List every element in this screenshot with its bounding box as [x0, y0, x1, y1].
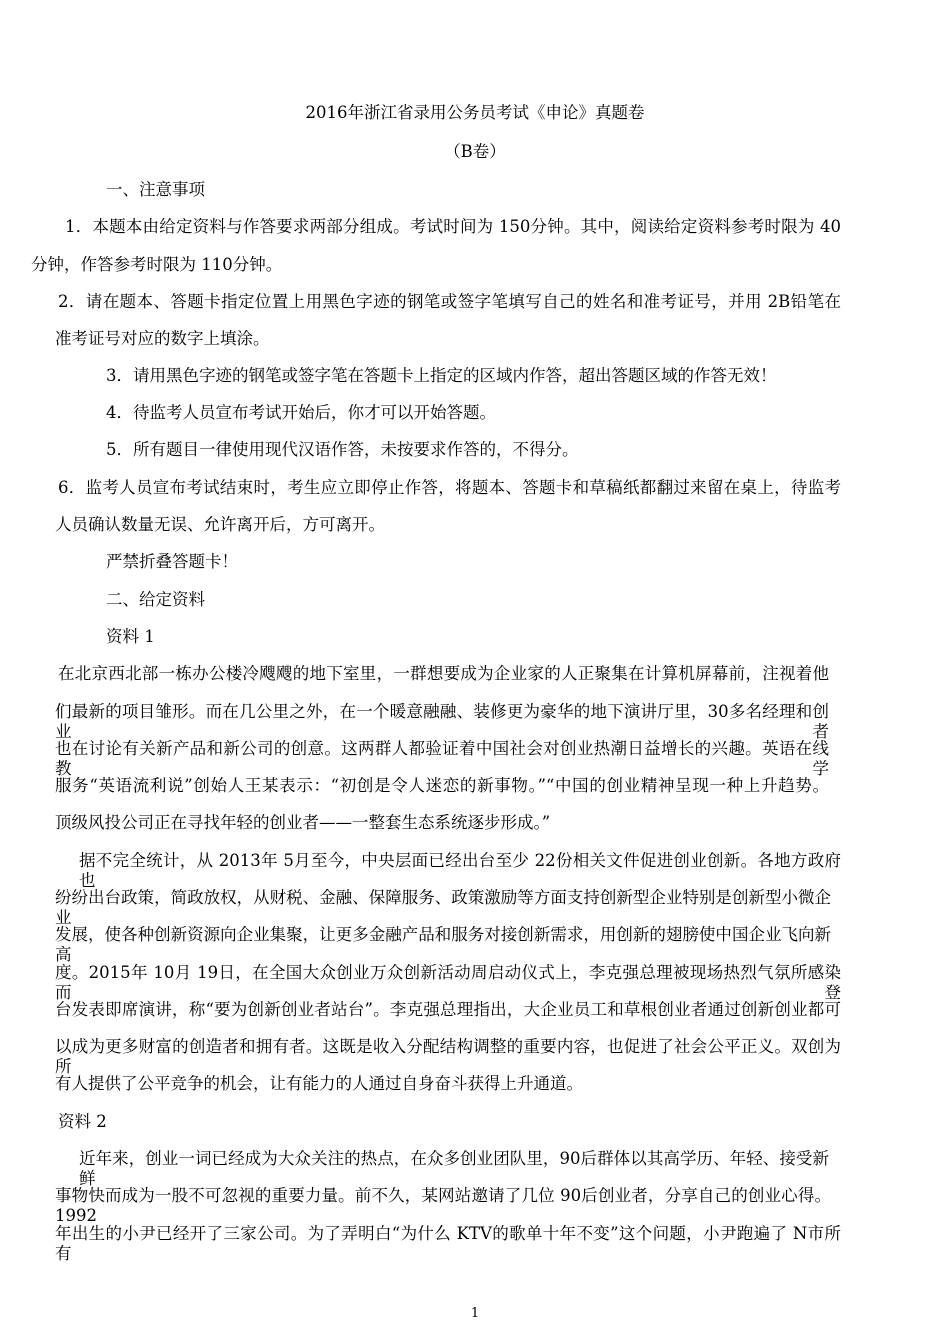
note-item-2-line-1: 2．请在题本、答题卡指定位置上用黑色字迹的钢笔或签字笔填写自己的姓名和准考证号，并用 2B铅笔在	[58, 292, 841, 311]
warning-text: 严禁折叠答题卡！	[106, 552, 238, 571]
note-item-6-line-1: 6．监考人员宣布考试结束时，考生应立即停止作答，将题本、答题卡和草稿纸都翻过来留在桌上，待监考	[58, 478, 841, 497]
material-2-label: 资料 2	[58, 1112, 107, 1131]
material-1-p2-line: 纷纷出台政策，简政放权，从财税、金融、保障服务、政策激励等方面支持创新型企业特别是创新型小微企业	[55, 888, 831, 927]
note-item-1-line-2: 分钟，作答参考时限为 110分钟。	[31, 255, 283, 274]
material-2-p1-line: 近年来，创业一词已经成为大众关注的热点，在众多创业团队里，90后群体以其高学历、年轻、接受新鲜	[79, 1149, 829, 1188]
section-heading-materials: 二、给定资料	[106, 590, 205, 609]
material-1-p2-line: 以成为更多财富的创造者和拥有者。这既是收入分配结构调整的重要内容，也促进了社会公平正义。双创为所	[55, 1037, 841, 1076]
note-item-6-line-2: 人员确认数量无误、允许离开后，方可离开。	[55, 515, 385, 534]
document-title: 2016年浙江省录用公务员考试《申论》真题卷	[305, 103, 645, 122]
material-1-p1-line: 顶级风投公司正在寻找年轻的创业者——一整套生态系统逐步形成。”	[55, 813, 551, 832]
note-item-5: 5．所有题目一律使用现代汉语作答，未按要求作答的，不得分。	[106, 440, 579, 459]
material-1-p1-line: 们最新的项目雏形。而在几公里之外，在一个暖意融融、装修更为豪华的地下演讲厅里，30多名经理和创业者	[55, 702, 829, 741]
material-2-p1-line: 年出生的小尹已经开了三家公司。为了弄明白“为什么 KTV的歌单十年不变”这个问题，小尹跑遍了 N市所有	[55, 1224, 841, 1263]
material-1-p1-line: 也在讨论有关新产品和新公司的创意。这两群人都验证着中国社会对创业热潮日益增长的兴趣。英语在线教学	[55, 739, 829, 778]
note-item-3: 3．请用黑色字迹的钢笔或签字笔在答题卡上指定的区域内作答，超出答题区域的作答无效！	[106, 366, 777, 385]
material-1-p1-line: 服务“英语流利说”创始人王某表示：“初创是令人迷恋的新事物。”“中国的创业精神呈现一种上升趋势。	[55, 776, 829, 795]
note-item-2-line-2: 准考证号对应的数字上填涂。	[55, 329, 270, 348]
section-heading-notes: 一、注意事项	[106, 180, 205, 199]
material-1-p1-line: 在北京西北部一栋办公楼冷飕飕的地下室里，一群想要成为企业家的人正聚集在计算机屏幕前，注视着他	[58, 664, 829, 683]
material-1-p2-line: 台发表即席演讲，称“要为创新创业者站台”。李克强总理指出，大企业员工和草根创业者通过创新创业都可	[55, 1000, 841, 1019]
material-2-p1-line: 事物快而成为一股不可忽视的重要力量。前不久，某网站邀请了几位 90后创业者，分享自己的创业心得。1992	[55, 1186, 831, 1225]
material-1-p2-line: 发展，使各种创新资源向企业集聚，让更多金融产品和服务对接创新需求，用创新的翅膀使中国企业飞向新高	[55, 925, 831, 964]
material-1-label: 资料 1	[106, 627, 155, 646]
material-1-p2-line: 有人提供了公平竞争的机会，让有能力的人通过自身奋斗获得上升通道。	[55, 1074, 583, 1093]
material-1-p2-line: 度。2015年 10月 19日，在全国大众创业万众创新活动周启动仪式上，李克强总理被现场热烈气氛所感染而登	[55, 963, 841, 1002]
document-subtitle: （B卷）	[444, 142, 506, 161]
note-item-4: 4．待监考人员宣布考试开始后，你才可以开始答题。	[106, 403, 496, 422]
note-item-1-line-1: 1．本题本由给定资料与作答要求两部分组成。考试时间为 150分钟。其中，阅读给定资料参考时限为 40	[65, 217, 841, 236]
material-1-p2-line: 据不完全统计，从 2013年 5月至今，中央层面已经出台至少 22份相关文件促进创业创新。各地方政府也	[79, 851, 841, 890]
page-number: 1	[470, 1306, 480, 1321]
